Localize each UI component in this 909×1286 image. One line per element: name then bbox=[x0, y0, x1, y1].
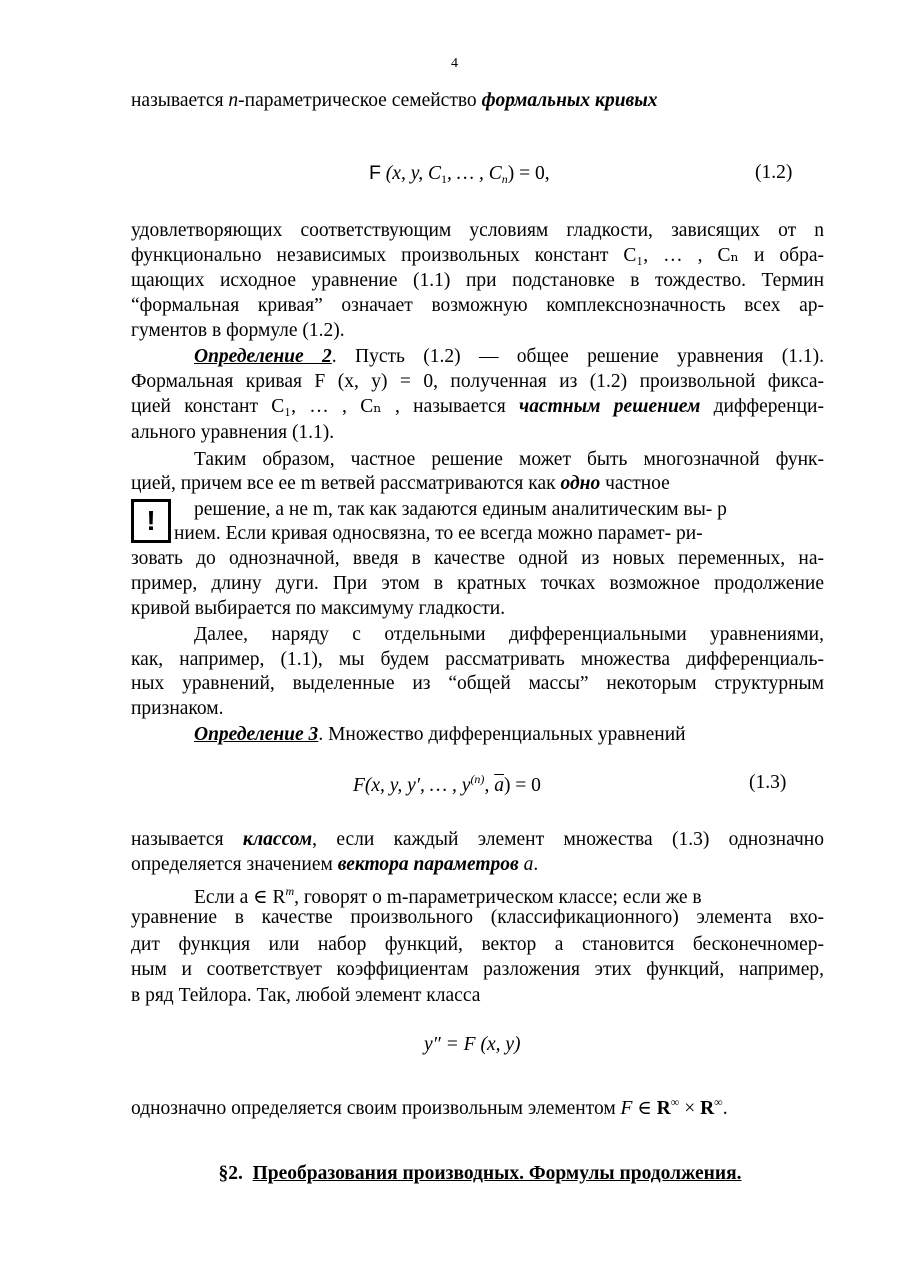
text-line: в ряд Тейлора. Так, любой элемент класса bbox=[131, 985, 481, 1006]
text-line: Формальная кривая F (x, y) = 0, полученная из (1.2) произвольной фикса- bbox=[131, 371, 824, 392]
definition-2: Определение 2. Пусть (1.2) — общее решение уравнения (1.1). bbox=[194, 346, 824, 367]
text-line: гументов в формуле (1.2). bbox=[131, 320, 345, 341]
text-line: как, например, (1.1), мы будем рассматривать множества дифференциаль- bbox=[131, 649, 824, 670]
equation-1-2: F (x, y, $C_1$, … , $C_n) = 0$, bbox=[369, 162, 550, 186]
text-line: называется классом, если каждый элемент множества (1.3) однозначно bbox=[131, 829, 824, 850]
equation-1-3: F(x, y, y′, … , $y^{(n)}$, $\overline{a}) = 0$ bbox=[353, 772, 541, 796]
text-line: зовать до однозначной, введя в качестве одной из новых переменных, на- bbox=[131, 548, 824, 569]
text-line: ных уравнений, выделенные из “общей массы” некоторым структурным bbox=[131, 673, 824, 694]
text-line: определяется значением вектора параметров a. bbox=[131, 854, 539, 875]
text-line: пример, длину дуги. При этом в кратных точках возможное продолжение bbox=[131, 573, 824, 594]
text-line: нием. Если кривая односвязна, то ее всегда можно парамет- ри- bbox=[174, 523, 703, 544]
exclamation-icon: ! bbox=[131, 499, 171, 543]
text-line: удовлетворяющих соответствующим условиям гладкости, зависящих от n bbox=[131, 220, 824, 241]
text-line: решение, а не m, так как задаются единым аналитическим вы- р bbox=[194, 499, 727, 520]
text-line: Если a ∈ $R^m$, говорят о m-параметрическом классе; если же в bbox=[194, 884, 702, 908]
text-line: цией констант C₁, … , Cₙ , называется частным решением дифференци- bbox=[131, 396, 824, 417]
definition-3: Определение 3. Множество дифференциальных уравнений bbox=[194, 724, 686, 745]
section-heading: §2. Преобразования производных. Формулы продолжения. bbox=[218, 1163, 742, 1184]
text-line: цией, причем все ее m ветвей рассматриваются как одно частное bbox=[131, 473, 670, 494]
text-line: ным и соответствует коэффициентам разложения этих функций, например, bbox=[131, 959, 824, 980]
text-line: функционально независимых произвольных констант C₁, … , Cₙ и обра- bbox=[131, 245, 824, 266]
equation-ypp: y″ = F (x, y) bbox=[424, 1034, 521, 1055]
text-line: “формальная кривая” означает возможную комплекснозначность всех ар- bbox=[131, 295, 824, 316]
text-line: уравнение в качестве произвольного (классификационного) элемента вхо- bbox=[131, 907, 824, 928]
text-line: однозначно определяется своим произвольным элементом F ∈ R∞ × R∞. bbox=[131, 1095, 728, 1119]
text-line: кривой выбирается по максимуму гладкости. bbox=[131, 598, 506, 619]
text-line: ального уравнения (1.1). bbox=[131, 422, 335, 443]
text-line: дит функция или набор функций, вектор a становится бесконечномер- bbox=[131, 934, 824, 955]
text-line: Далее, наряду с отдельными дифференциальными уравнениями, bbox=[194, 624, 824, 645]
text-line: Таким образом, частное решение может быть многозначной функ- bbox=[194, 449, 824, 470]
page-number: 4 bbox=[451, 56, 458, 71]
equation-number: (1.2) bbox=[755, 162, 793, 183]
text-line: признаком. bbox=[131, 698, 224, 719]
text-line: называется n-параметрическое семейство формальных кривых bbox=[131, 90, 658, 111]
text-line: щающих исходное уравнение (1.1) при подстановке в тождество. Термин bbox=[131, 270, 824, 291]
equation-number: (1.3) bbox=[749, 772, 787, 793]
